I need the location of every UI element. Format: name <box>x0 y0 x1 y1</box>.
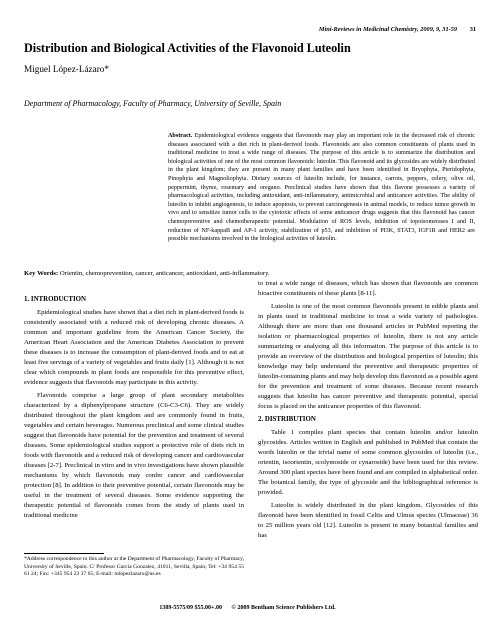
journal-header <box>0 26 495 38</box>
footnote-divider <box>24 553 104 554</box>
paragraph: Luteolin is widely distributed in the plant kingdom. Glycosides of this flavonoid have been identified in fossil Celtis and Ulmus species (Ulmaceae) 36 to 25 million years old [12]. Luteolin is present in many botanical families and has <box>258 502 478 539</box>
section-heading-introduction: 1. INTRODUCTION <box>24 296 87 303</box>
keywords-label: Key Words: <box>24 270 59 277</box>
abstract <box>168 132 475 244</box>
abstract-text: Epidemiological evidence suggests that flavonoids may play an important role in the decreased risk of chronic diseases associated with a diet rich in plant-derived foods. Flavonoids are also common constituents of plants used in traditional medicine to treat a wide range of diseases. The purpose of this article is to summarize the distribution and biological activities of one of the most common flavonoids: luteolin. This flavonoid and its glycosides are widely distributed in the plant kingdom; they are present in many plant families and have been identified in Bryophyta, Pteridophyta, Pinophyta and Magnoliophyta. Dietary sources of luteolin include, for instance, carrots, peppers, celery, olive oil, peppermint, thyme, rosemary and oregano. Preclinical studies have shown that this flavone possesses a variety of pharmacological activities, including antioxidant, anti-inflammatory, antimicrobial and anticancer activities. The ability of luteolin to inhibit angiogenesis, to induce apoptosis, to prevent carcinogenesis in animal models, to reduce tumor growth in vivo and to sensitize tumor cells to the cytotoxic effects of some anticancer drugs suggests that this flavonoid has cancer chemopreventive and chemotherapeutic potential. Modulation of ROS levels, inhibition of topoisomerases I and II, reduction of NF-kappaB and AP-1 activity, stabilization of p53, and inhibition of PI3K, STAT3, IGF1R and HER2 are possible mechanisms involved in the biological activities of luteolin. <box>168 133 475 243</box>
author-affiliation: Department of Pharmacology, Faculty of Pharmacy, University of Seville, Spain <box>24 99 282 108</box>
paragraph: to treat a wide range of diseases, which has shown that flavonoids are common bioactive constituents of these plants [8-11]. <box>258 280 478 297</box>
article-title: Distribution and Biological Activities of the Flavonoid Luteolin <box>24 41 351 55</box>
journal-citation: Mini-Reviews in Medicinal Chemistry, 2009, 9, 31-59 <box>318 26 457 33</box>
right-column <box>258 279 478 544</box>
keywords-text: Orientin, chemoprevention, cancer, anticancer, antioxidant, anti-inflammatory. <box>59 270 270 277</box>
paragraph: Epidemiological studies have shown that a diet rich in plant-derived foods is consistently associated with a reduced risk of developing chronic diseases. A common and important guideline from the American Cancer Society, the American Heart Association and the American Diabetes Association to prevent these diseases is to increase the consumption of plant-derived foods and to eat at least five servings of a variety of vegetables and fruits daily [1]. Although it is not clear which compounds in plant foods are responsible for this preventive effect, evidence suggests that flavonoids may participate in this activity. <box>24 309 244 386</box>
paragraph: Table 1 compiles plant species that contain luteolin and/or luteolin glycosides. Articles written in English and published in PubMed that contain the words luteolin or the trivial name of some common glycosides of luteolin (i.e., orientin, isoorientin, scolymoside or cynaroside) have been used for this review. Around 300 plant species have been found and are compiled in alphabetical order. The botanical family, the type of glycoside and the bibliographical reference is provided. <box>258 429 478 496</box>
issn-code: 1389-5575/09 $55.00+.00 <box>159 605 222 611</box>
correspondence-footnote: *Address correspondence to this author at the Department of Pharmacology, Faculty of Pharmacy, University of Seville, Spain. C/ Profesor Garcia Gonzalez, 41011, Sevilla, Spain; Tel: +34 954 55 61 24; Fax: +345 954 23 37 65; E-mail: mlopezlazaro@us.es <box>24 556 244 578</box>
section-heading-distribution: 2. DISTRIBUTION <box>258 416 316 423</box>
copyright-notice: © 2009 Bentham Science Publishers Ltd. <box>231 605 336 611</box>
author-name: Miguel López-Lázaro* <box>24 64 109 74</box>
abstract-label: Abstract. <box>168 133 193 139</box>
keywords <box>24 270 479 277</box>
page-number: 31 <box>469 26 476 33</box>
paragraph: Flavonoids comprise a large group of plant secondary metabolites characterized by a diphenylpropane structure (C6-C3-C6). They are widely distributed throughout the plant kingdom and are commonly found in fruits, vegetables and certain beverages. Numerous preclinical and some clinical studies suggest that flavonoids have potential for the prevention and treatment of several diseases. Some epidemiological studies support a protective role of diets rich in foods with flavonoids and a reduced risk of developing cancer and cardiovascular diseases [2-7]. Preclinical in vitro and in vivo investigations have shown plausible mechanisms by which flavonoids may confer cancer and cardiovascular protection [8]. In addition to their preventive potential, certain flavonoids may be useful in the treatment of several diseases. Some evidence supporting the therapeutic potential of flavonoids comes from the study of plants used in traditional medicine <box>24 392 244 519</box>
left-column <box>24 295 244 524</box>
paragraph: Luteolin is one of the most common flavonoids present in edible plants and in plants used in traditional medicine to treat a wide variety of pathologies. Although there are more than one thousand articles in PubMed reporting the isolation or pharmacological properties of luteolin, there is not any article summarizing or analyzing all this information. The purpose of this article is to provide an overview of the distribution and biological properties of luteolin; this knowledge may help understand the preventive and therapeutic properties of luteolin-containing plants and may help develop this flavonoid as a possible agent for the prevention and treatment of some diseases. Because recent research suggests that luteolin has cancer preventive and therapeutic potential, special focus is placed on the anticancer properties of this flavonoid. <box>258 303 478 410</box>
page-footer <box>0 605 495 611</box>
